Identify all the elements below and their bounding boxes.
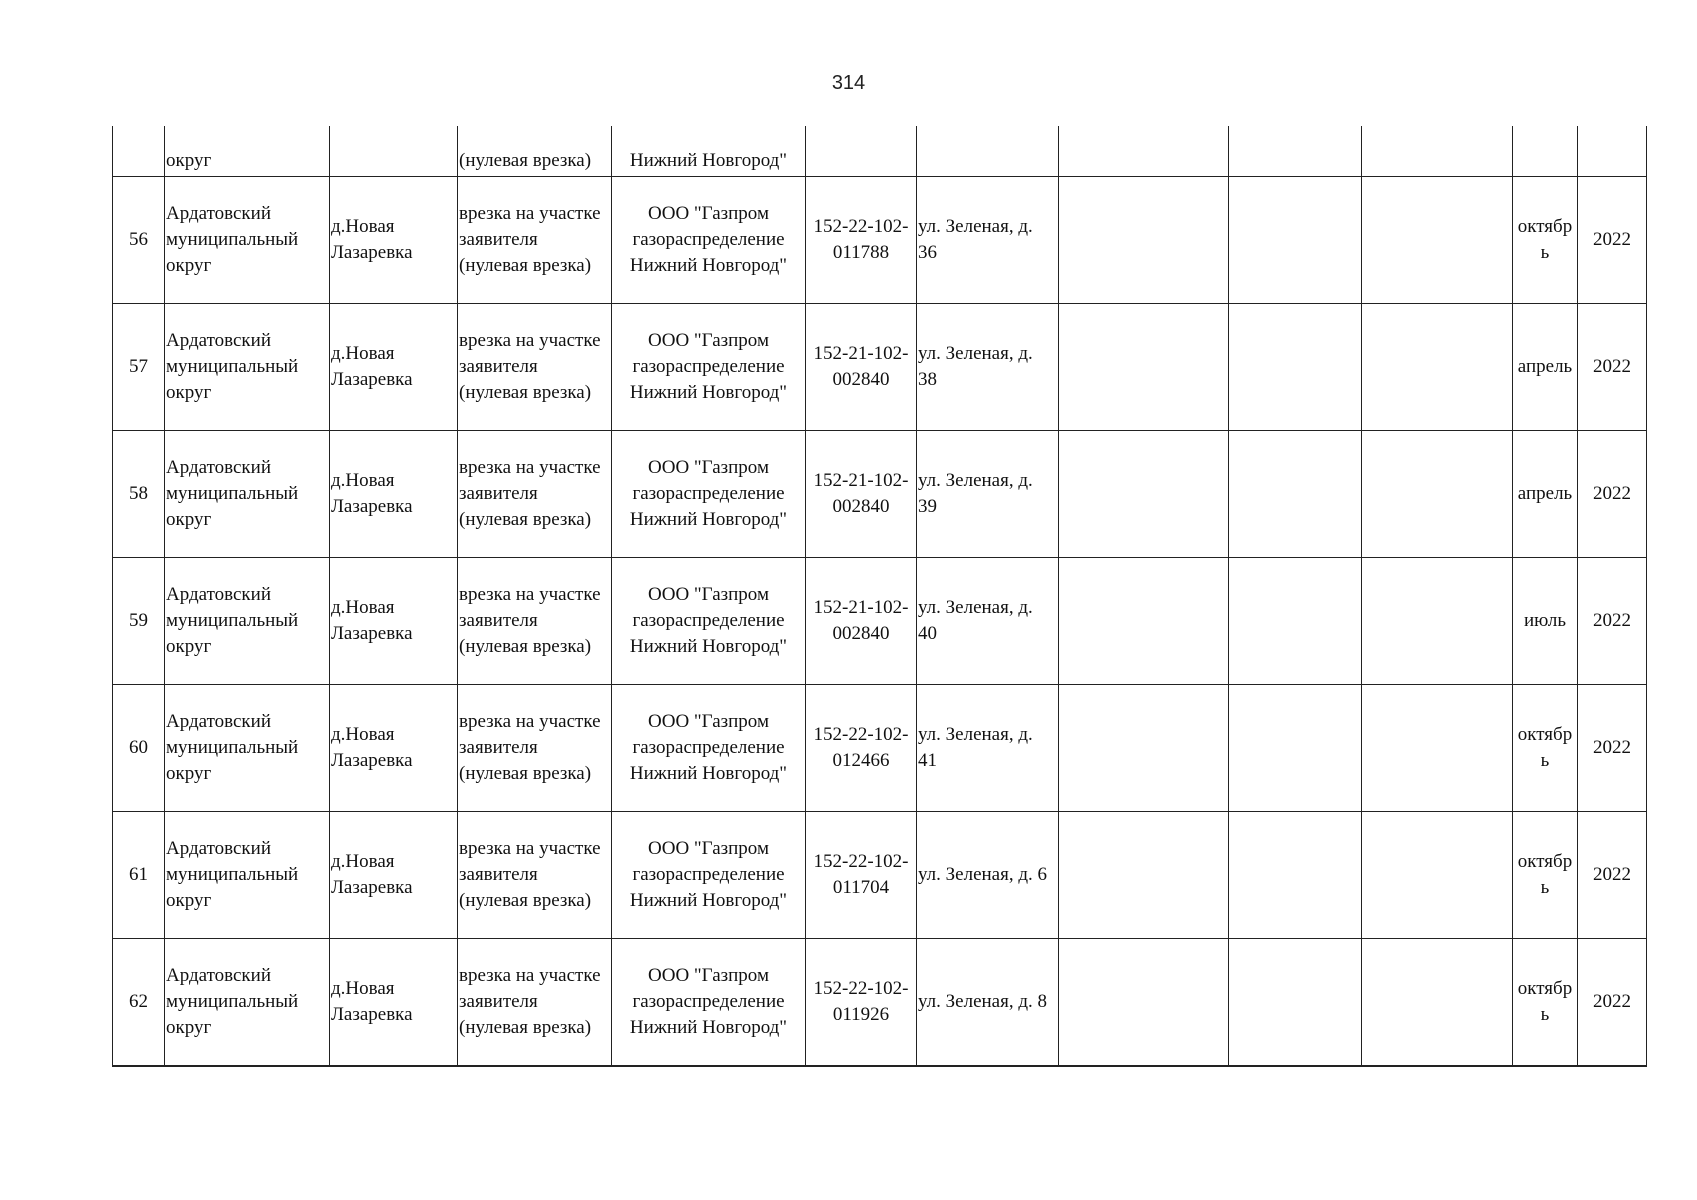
cell-empty — [1229, 558, 1362, 685]
cell-organization: Нижний Новгород" — [612, 126, 806, 177]
cell-month: июль — [1513, 558, 1578, 685]
cell-settlement — [330, 126, 458, 177]
cell-tu-number — [806, 126, 917, 177]
cell-tu-number: 152-22-102-012466 — [806, 685, 917, 812]
cell-municipality: Ардатовский муниципальный округ — [165, 812, 330, 939]
cell-empty — [1059, 177, 1229, 304]
cell-empty — [1362, 431, 1513, 558]
cell-municipality: Ардатовский муниципальный округ — [165, 177, 330, 304]
cell-settlement: д.Новая Лазаревка — [330, 304, 458, 431]
cell-municipality: Ардатовский муниципальный округ — [165, 939, 330, 1067]
continuation-row — [113, 126, 1647, 177]
cell-month: октябрь — [1513, 685, 1578, 812]
cell-num: 59 — [113, 558, 165, 685]
cell-num: 57 — [113, 304, 165, 431]
cell-year: 2022 — [1578, 685, 1647, 812]
cell-month: апрель — [1513, 304, 1578, 431]
cell-organization: ООО "Газпром газораспределение Нижний Новгород" — [612, 431, 806, 558]
cell-month: октябрь — [1513, 939, 1578, 1067]
table-row — [113, 685, 1647, 812]
cell-settlement: д.Новая Лазаревка — [330, 558, 458, 685]
cell-month: октябрь — [1513, 812, 1578, 939]
cell-connection-type: врезка на участке заявителя (нулевая врезка) — [458, 177, 612, 304]
cell-organization: ООО "Газпром газораспределение Нижний Новгород" — [612, 177, 806, 304]
cell-empty — [1059, 939, 1229, 1067]
cell-address: ул. Зеленая, д. 39 — [917, 431, 1059, 558]
cell-municipality: Ардатовский муниципальный округ — [165, 431, 330, 558]
cell-empty — [1059, 812, 1229, 939]
cell-tu-number: 152-21-102-002840 — [806, 431, 917, 558]
cell-year: 2022 — [1578, 304, 1647, 431]
cell-organization: ООО "Газпром газораспределение Нижний Новгород" — [612, 812, 806, 939]
cell-address: ул. Зеленая, д. 8 — [917, 939, 1059, 1067]
table-row — [113, 431, 1647, 558]
cell-address: ул. Зеленая, д. 41 — [917, 685, 1059, 812]
cell-year: 2022 — [1578, 939, 1647, 1067]
cell-num: 60 — [113, 685, 165, 812]
cell-address — [917, 126, 1059, 177]
cell-empty — [1362, 685, 1513, 812]
cell-month — [1513, 126, 1578, 177]
cell-empty — [1229, 685, 1362, 812]
cell-connection-type: врезка на участке заявителя (нулевая врезка) — [458, 939, 612, 1067]
cell-num: 61 — [113, 812, 165, 939]
cell-municipality: Ардатовский муниципальный округ — [165, 304, 330, 431]
cell-empty — [1229, 939, 1362, 1067]
cell-month: апрель — [1513, 431, 1578, 558]
cell-connection-type: врезка на участке заявителя (нулевая врезка) — [458, 685, 612, 812]
cell-organization: ООО "Газпром газораспределение Нижний Новгород" — [612, 558, 806, 685]
cell-address: ул. Зеленая, д. 36 — [917, 177, 1059, 304]
cell-empty — [1362, 558, 1513, 685]
cell-address: ул. Зеленая, д. 6 — [917, 812, 1059, 939]
cell-connection-type: врезка на участке заявителя (нулевая врезка) — [458, 558, 612, 685]
cell-address: ул. Зеленая, д. 40 — [917, 558, 1059, 685]
cell-tu-number: 152-21-102-002840 — [806, 304, 917, 431]
cell-connection-type: врезка на участке заявителя (нулевая врезка) — [458, 304, 612, 431]
cell-empty — [1059, 685, 1229, 812]
cell-tu-number: 152-22-102-011926 — [806, 939, 917, 1067]
cell-tu-number: 152-22-102-011788 — [806, 177, 917, 304]
table-row — [113, 939, 1647, 1067]
cell-municipality: округ — [165, 126, 330, 177]
cell-tu-number: 152-21-102-002840 — [806, 558, 917, 685]
cell-empty — [1362, 304, 1513, 431]
cell-year: 2022 — [1578, 812, 1647, 939]
cell-settlement: д.Новая Лазаревка — [330, 939, 458, 1067]
cell-empty — [1229, 177, 1362, 304]
cell-connection-type: врезка на участке заявителя (нулевая врезка) — [458, 431, 612, 558]
cell-organization: ООО "Газпром газораспределение Нижний Новгород" — [612, 685, 806, 812]
table-row — [113, 558, 1647, 685]
cell-empty — [1229, 431, 1362, 558]
cell-settlement: д.Новая Лазаревка — [330, 685, 458, 812]
cell-empty — [1059, 126, 1229, 177]
cell-settlement: д.Новая Лазаревка — [330, 812, 458, 939]
cell-empty — [1362, 812, 1513, 939]
cell-organization: ООО "Газпром газораспределение Нижний Новгород" — [612, 939, 806, 1067]
cell-empty — [1229, 812, 1362, 939]
cell-empty — [1229, 304, 1362, 431]
cell-empty — [1059, 304, 1229, 431]
cell-year — [1578, 126, 1647, 177]
cell-empty — [1362, 126, 1513, 177]
cell-num: 56 — [113, 177, 165, 304]
cell-tu-number: 152-22-102-011704 — [806, 812, 917, 939]
cell-empty — [1362, 939, 1513, 1067]
cell-municipality: Ардатовский муниципальный округ — [165, 558, 330, 685]
cell-month: октябрь — [1513, 177, 1578, 304]
cell-num: 58 — [113, 431, 165, 558]
cell-settlement: д.Новая Лазаревка — [330, 177, 458, 304]
cell-empty — [1362, 177, 1513, 304]
cell-connection-type: врезка на участке заявителя (нулевая врезка) — [458, 812, 612, 939]
table-row — [113, 812, 1647, 939]
cell-empty — [1059, 558, 1229, 685]
cell-num — [113, 126, 165, 177]
cell-year: 2022 — [1578, 558, 1647, 685]
cell-year: 2022 — [1578, 431, 1647, 558]
cell-num: 62 — [113, 939, 165, 1067]
cell-empty — [1229, 126, 1362, 177]
cell-settlement: д.Новая Лазаревка — [330, 431, 458, 558]
table-row — [113, 177, 1647, 304]
cell-organization: ООО "Газпром газораспределение Нижний Новгород" — [612, 304, 806, 431]
table-row — [113, 304, 1647, 431]
page-number: 314 — [831, 72, 866, 94]
data-table — [112, 126, 1647, 1067]
cell-connection-type: (нулевая врезка) — [458, 126, 612, 177]
cell-empty — [1059, 431, 1229, 558]
cell-address: ул. Зеленая, д. 38 — [917, 304, 1059, 431]
table-body — [113, 126, 1647, 1066]
cell-year: 2022 — [1578, 177, 1647, 304]
cell-municipality: Ардатовский муниципальный округ — [165, 685, 330, 812]
